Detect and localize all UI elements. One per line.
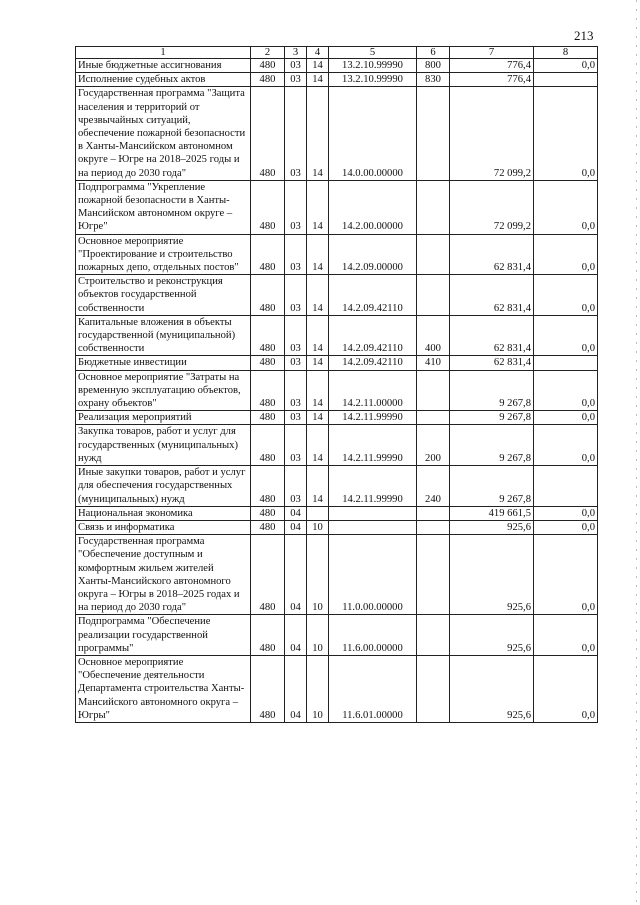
admin-code: 480 <box>251 535 285 615</box>
target-article-code: 11.0.00.00000 <box>329 535 417 615</box>
amount-value: 62 831,4 <box>450 315 534 356</box>
target-article-code: 14.2.09.00000 <box>329 234 417 275</box>
row-name: Подпрограмма "Укрепление пожарной безопасности в Ханты-Мансийском автономном округе – Югре" <box>76 180 251 234</box>
subsection-code: 14 <box>307 315 329 356</box>
expense-type-code <box>417 411 450 425</box>
row-name: Государственная программа "Защита населения и территорий от чрезвычайных ситуаций, обеспечение пожарной безопасности в Ханты-Мансийском автономном округе – Югре на 2018–2025 годы и на период до 2030 года" <box>76 87 251 180</box>
amount-2-value: 0,0 <box>534 87 598 180</box>
amount-value: 72 099,2 <box>450 180 534 234</box>
section-code: 03 <box>285 180 307 234</box>
section-code: 03 <box>285 234 307 275</box>
section-code: 03 <box>285 356 307 370</box>
admin-code: 480 <box>251 275 285 316</box>
amount-2-value: 0,0 <box>534 615 598 656</box>
subsection-code: 14 <box>307 356 329 370</box>
table-row <box>76 180 598 234</box>
row-name: Исполнение судебных актов <box>76 73 251 87</box>
target-article-code: 14.2.11.99990 <box>329 466 417 507</box>
amount-2-value: 0,0 <box>534 425 598 466</box>
section-code: 04 <box>285 506 307 520</box>
column-number-header-row <box>76 47 598 59</box>
expense-type-code: 240 <box>417 466 450 507</box>
table-row <box>76 411 598 425</box>
admin-code: 480 <box>251 411 285 425</box>
subsection-code: 14 <box>307 275 329 316</box>
amount-value: 925,6 <box>450 615 534 656</box>
target-article-code: 14.2.09.42110 <box>329 315 417 356</box>
subsection-code <box>307 506 329 520</box>
amount-value: 9 267,8 <box>450 466 534 507</box>
section-code: 03 <box>285 59 307 73</box>
amount-value: 62 831,4 <box>450 234 534 275</box>
row-name: Иные бюджетные ассигнования <box>76 59 251 73</box>
amount-value: 62 831,4 <box>450 356 534 370</box>
target-article-code <box>329 520 417 534</box>
row-name: Подпрограмма "Обеспечение реализации государственной программы" <box>76 615 251 656</box>
amount-2-value: 0,0 <box>534 506 598 520</box>
admin-code: 480 <box>251 506 285 520</box>
subsection-code: 10 <box>307 520 329 534</box>
table-row <box>76 615 598 656</box>
budget-table <box>75 46 598 723</box>
table-row <box>76 535 598 615</box>
admin-code: 480 <box>251 180 285 234</box>
amount-2-value: 0,0 <box>534 535 598 615</box>
admin-code: 480 <box>251 59 285 73</box>
amount-2-value: 0,0 <box>534 655 598 722</box>
expense-type-code <box>417 370 450 411</box>
table-row <box>76 275 598 316</box>
target-article-code: 14.2.00.00000 <box>329 180 417 234</box>
section-code: 03 <box>285 73 307 87</box>
section-code: 04 <box>285 615 307 656</box>
subsection-code: 14 <box>307 234 329 275</box>
expense-type-code <box>417 87 450 180</box>
section-code: 03 <box>285 315 307 356</box>
admin-code: 480 <box>251 425 285 466</box>
row-name: Основное мероприятие "Проектирование и строительство пожарных депо, отдельных постов" <box>76 234 251 275</box>
expense-type-code <box>417 506 450 520</box>
expense-type-code: 410 <box>417 356 450 370</box>
subsection-code: 10 <box>307 535 329 615</box>
amount-value: 925,6 <box>450 520 534 534</box>
subsection-code: 14 <box>307 425 329 466</box>
target-article-code: 14.0.00.00000 <box>329 87 417 180</box>
expense-type-code <box>417 520 450 534</box>
target-article-code: 14.2.11.99990 <box>329 411 417 425</box>
amount-2-value: 0,0 <box>534 59 598 73</box>
column-header: 3 <box>285 47 307 59</box>
table-row <box>76 59 598 73</box>
amount-value: 9 267,8 <box>450 411 534 425</box>
target-article-code: 14.2.09.42110 <box>329 356 417 370</box>
subsection-code: 14 <box>307 180 329 234</box>
expense-type-code <box>417 615 450 656</box>
amount-value: 776,4 <box>450 59 534 73</box>
admin-code: 480 <box>251 466 285 507</box>
target-article-code: 11.6.00.00000 <box>329 615 417 656</box>
admin-code: 480 <box>251 234 285 275</box>
expense-type-code <box>417 234 450 275</box>
expense-type-code: 800 <box>417 59 450 73</box>
expense-type-code: 200 <box>417 425 450 466</box>
amount-value: 776,4 <box>450 73 534 87</box>
amount-2-value: 0,0 <box>534 315 598 356</box>
target-article-code: 14.2.11.00000 <box>329 370 417 411</box>
column-header: 1 <box>76 47 251 59</box>
subsection-code: 14 <box>307 466 329 507</box>
target-article-code <box>329 506 417 520</box>
amount-2-value: 0,0 <box>534 411 598 425</box>
subsection-code: 14 <box>307 59 329 73</box>
table-row <box>76 234 598 275</box>
table-row <box>76 466 598 507</box>
amount-value: 419 661,5 <box>450 506 534 520</box>
row-name: Национальная экономика <box>76 506 251 520</box>
row-name: Закупка товаров, работ и услуг для государственных (муниципальных) нужд <box>76 425 251 466</box>
amount-2-value <box>534 466 598 507</box>
section-code: 03 <box>285 275 307 316</box>
scan-edge-mark <box>636 0 637 905</box>
subsection-code: 10 <box>307 655 329 722</box>
section-code: 04 <box>285 655 307 722</box>
target-article-code: 13.2.10.99990 <box>329 73 417 87</box>
amount-2-value <box>534 73 598 87</box>
expense-type-code <box>417 535 450 615</box>
subsection-code: 14 <box>307 87 329 180</box>
admin-code: 480 <box>251 356 285 370</box>
row-name: Реализация мероприятий <box>76 411 251 425</box>
row-name: Основное мероприятие "Обеспечение деятельности Департамента строительства Ханты-Мансийского автономного округа – Югры" <box>76 655 251 722</box>
admin-code: 480 <box>251 520 285 534</box>
section-code: 03 <box>285 425 307 466</box>
target-article-code: 14.2.09.42110 <box>329 275 417 316</box>
table-row <box>76 520 598 534</box>
amount-2-value: 0,0 <box>534 520 598 534</box>
row-name: Государственная программа "Обеспечение доступным и комфортным жильем жителей Ханты-Мансийского автономного округа – Югры в 2018–2025 годах и на период до 2030 года" <box>76 535 251 615</box>
amount-2-value <box>534 356 598 370</box>
amount-2-value: 0,0 <box>534 180 598 234</box>
section-code: 03 <box>285 370 307 411</box>
row-name: Иные закупки товаров, работ и услуг для обеспечения государственных (муниципальных) нужд <box>76 466 251 507</box>
section-code: 03 <box>285 411 307 425</box>
admin-code: 480 <box>251 87 285 180</box>
subsection-code: 10 <box>307 615 329 656</box>
admin-code: 480 <box>251 370 285 411</box>
expense-type-code: 400 <box>417 315 450 356</box>
section-code: 03 <box>285 87 307 180</box>
row-name: Бюджетные инвестиции <box>76 356 251 370</box>
row-name: Основное мероприятие "Затраты на временную эксплуатацию объектов, охрану объектов" <box>76 370 251 411</box>
subsection-code: 14 <box>307 411 329 425</box>
target-article-code: 13.2.10.99990 <box>329 59 417 73</box>
amount-2-value: 0,0 <box>534 234 598 275</box>
expense-type-code <box>417 655 450 722</box>
table-row <box>76 87 598 180</box>
table-row <box>76 655 598 722</box>
amount-value: 925,6 <box>450 535 534 615</box>
table-row <box>76 370 598 411</box>
section-code: 04 <box>285 535 307 615</box>
row-name: Строительство и реконструкция объектов государственной собственности <box>76 275 251 316</box>
admin-code: 480 <box>251 655 285 722</box>
amount-value: 62 831,4 <box>450 275 534 316</box>
table-row <box>76 315 598 356</box>
table-row <box>76 506 598 520</box>
section-code: 03 <box>285 466 307 507</box>
column-header: 6 <box>417 47 450 59</box>
table-row <box>76 73 598 87</box>
column-header: 5 <box>329 47 417 59</box>
column-header: 7 <box>450 47 534 59</box>
subsection-code: 14 <box>307 370 329 411</box>
target-article-code: 11.6.01.00000 <box>329 655 417 722</box>
table-row <box>76 425 598 466</box>
column-header: 2 <box>251 47 285 59</box>
amount-value: 9 267,8 <box>450 425 534 466</box>
amount-2-value: 0,0 <box>534 275 598 316</box>
admin-code: 480 <box>251 615 285 656</box>
column-header: 4 <box>307 47 329 59</box>
target-article-code: 14.2.11.99990 <box>329 425 417 466</box>
row-name: Связь и информатика <box>76 520 251 534</box>
amount-2-value: 0,0 <box>534 370 598 411</box>
amount-value: 9 267,8 <box>450 370 534 411</box>
expense-type-code <box>417 180 450 234</box>
amount-value: 925,6 <box>450 655 534 722</box>
page-number: 213 <box>574 28 594 43</box>
expense-type-code: 830 <box>417 73 450 87</box>
admin-code: 480 <box>251 315 285 356</box>
admin-code: 480 <box>251 73 285 87</box>
table-row <box>76 356 598 370</box>
section-code: 04 <box>285 520 307 534</box>
subsection-code: 14 <box>307 73 329 87</box>
row-name: Капитальные вложения в объекты государственной (муниципальной) собственности <box>76 315 251 356</box>
column-header: 8 <box>534 47 598 59</box>
amount-value: 72 099,2 <box>450 87 534 180</box>
expense-type-code <box>417 275 450 316</box>
